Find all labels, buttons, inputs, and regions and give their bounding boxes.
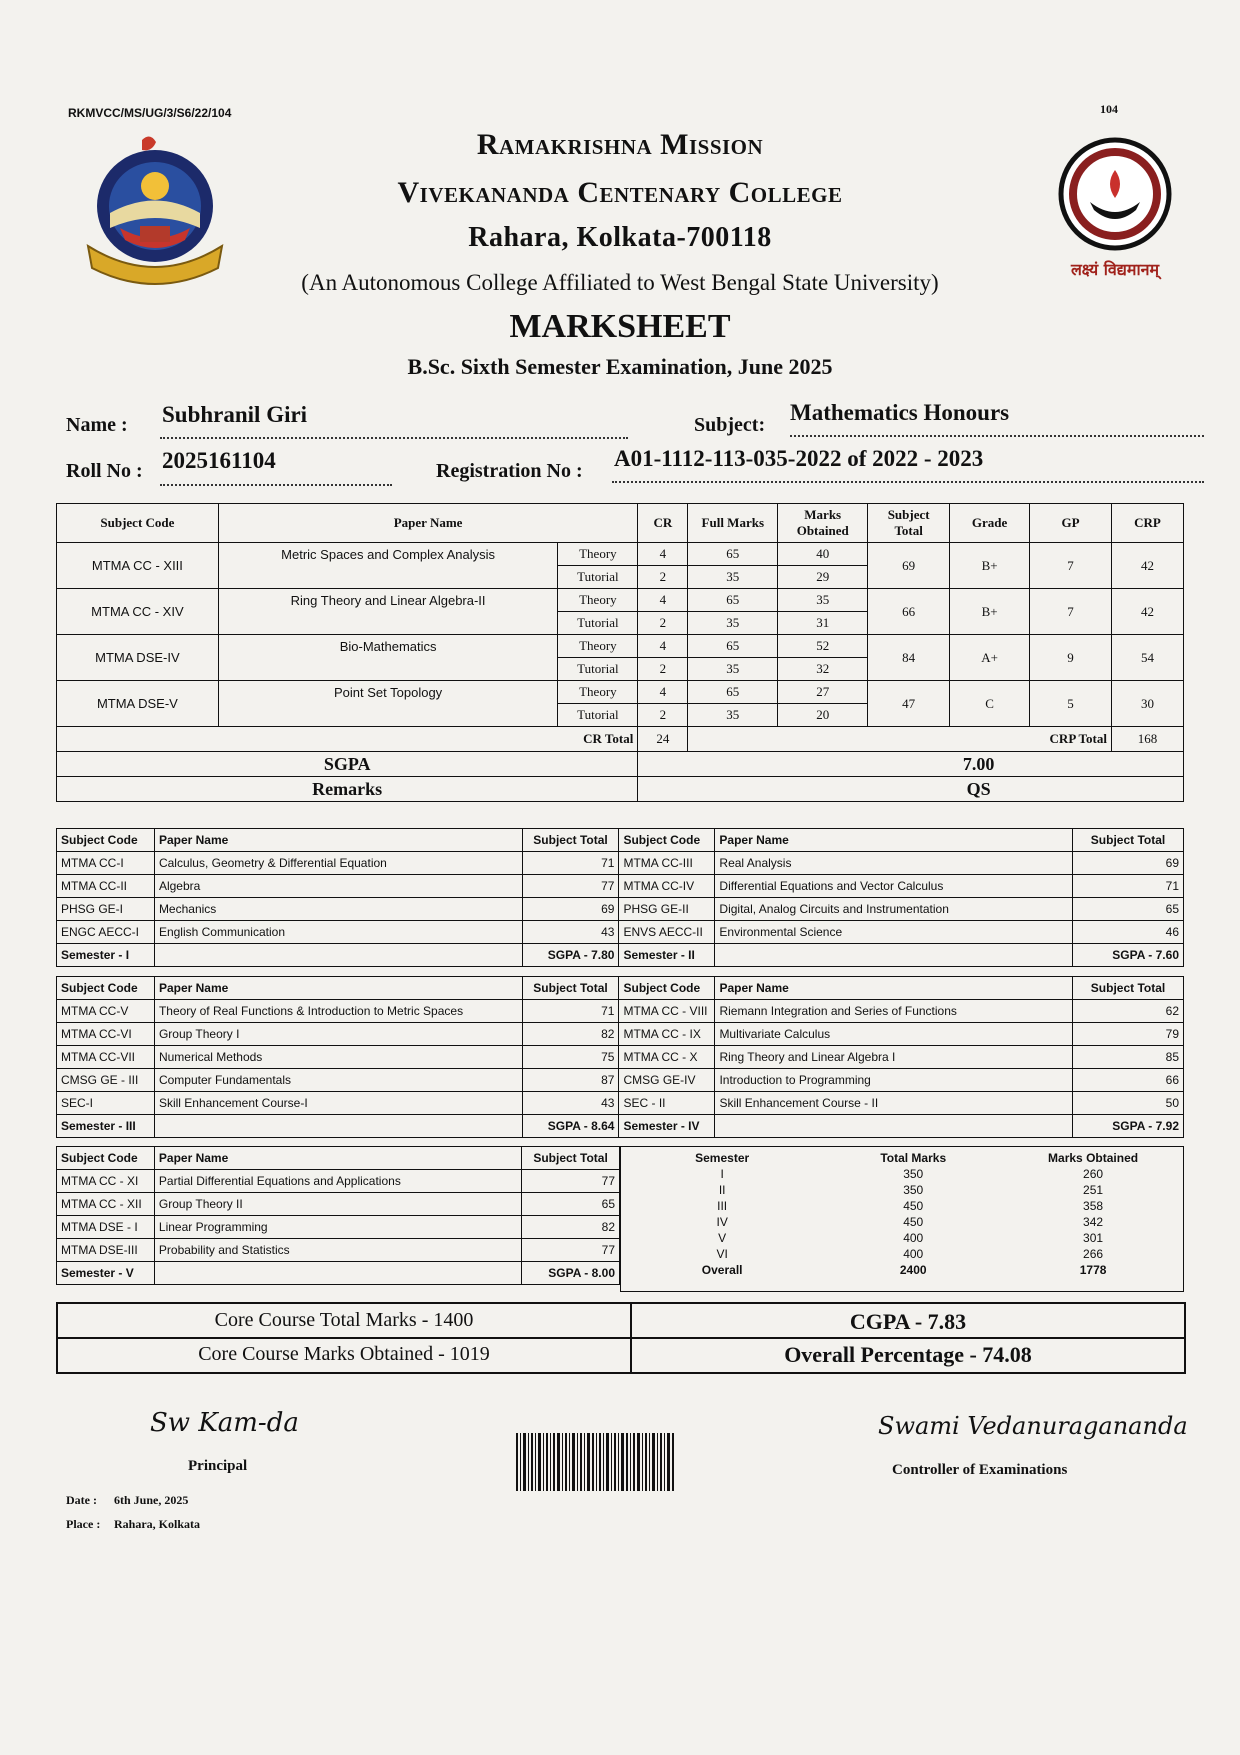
theory-full-marks: 65 <box>688 543 778 566</box>
registration-number: A01-1112-113-035-2022 of 2022 - 2023 <box>614 446 984 471</box>
subject-total: 79 <box>1073 1023 1184 1046</box>
paper-name: Environmental Science <box>715 921 1073 944</box>
roll-number: 2025161104 <box>162 448 276 473</box>
principal-label: Principal <box>188 1458 248 1474</box>
name-dotted-line <box>160 437 628 439</box>
header-semester: Semester <box>695 1151 750 1165</box>
subject-total: 85 <box>1073 1046 1184 1069</box>
college-name-line1: Ramakrishna Mission <box>476 128 764 161</box>
tutorial-cr: 2 <box>638 612 688 635</box>
table-row: IV 450 342 <box>716 1215 1104 1229</box>
college-address: Rahara, Kolkata-700118 <box>468 222 772 253</box>
subject-code: MTMA CC - XI <box>57 1170 155 1193</box>
paper-name: Numerical Methods <box>154 1046 522 1069</box>
header-cr: CR <box>638 504 688 543</box>
table-row <box>57 589 1184 612</box>
subject-total: 43 <box>522 921 619 944</box>
subject-code: SEC - II <box>619 1092 715 1115</box>
paper-name: Computer Fundamentals <box>154 1069 522 1092</box>
current-semester-table <box>56 503 1184 802</box>
paper-name: Multivariate Calculus <box>715 1023 1073 1046</box>
controller-signature: Swami Vedanuragananda <box>878 1412 1188 1440</box>
remarks-label: Remarks <box>57 777 638 802</box>
core-marks-obtained: Core Course Marks Obtained - 1019 <box>198 1343 490 1365</box>
subject-code: MTMA DSE-IV <box>57 635 219 681</box>
header-paper-name: Paper Name <box>154 977 522 1000</box>
table-row <box>57 1170 620 1193</box>
date-label: Date : <box>66 1493 97 1507</box>
theory-label: Theory <box>558 681 638 704</box>
tutorial-marks-obtained: 32 <box>778 658 868 681</box>
header-paper-name: Paper Name <box>154 1147 521 1170</box>
header-subject-total: Subject Total <box>1073 977 1184 1000</box>
registration-dotted-line <box>612 481 1204 483</box>
theory-cr: 4 <box>638 543 688 566</box>
subject-code: SEC-I <box>57 1092 155 1115</box>
college-name-line2: Vivekananda Centenary College <box>397 176 843 209</box>
header-full-marks: Full Marks <box>688 504 778 543</box>
tutorial-marks-obtained: 31 <box>778 612 868 635</box>
tutorial-label: Tutorial <box>558 704 638 727</box>
semester-sgpa-row <box>57 1262 620 1285</box>
semester-label: Semester - I <box>57 944 155 967</box>
subject-total: 66 <box>868 589 950 635</box>
controller-label: Controller of Examinations <box>892 1462 1068 1478</box>
overall-percentage: Overall Percentage - 74.08 <box>784 1342 1032 1367</box>
header-subject-code: Subject Code <box>57 1147 155 1170</box>
subject-code: MTMA CC - X <box>619 1046 715 1069</box>
semester-label: Semester - III <box>57 1115 155 1138</box>
affiliation: (An Autonomous College Affiliated to West Bengal State University) <box>301 270 939 295</box>
subject-total: 50 <box>1073 1092 1184 1115</box>
header-paper-name: Paper Name <box>715 977 1073 1000</box>
grade-point: 9 <box>1030 635 1112 681</box>
semester-sgpa: SGPA - 8.00 <box>522 1262 620 1285</box>
principal-signature: Sw Kam-da <box>150 1408 299 1438</box>
semester-1-2-table <box>56 828 1184 967</box>
overall-totals-box <box>56 1302 1186 1374</box>
grade-point: 7 <box>1030 543 1112 589</box>
remarks-value: QS <box>638 777 1184 802</box>
credit-point: 42 <box>1111 543 1183 589</box>
subject-total: 69 <box>522 898 619 921</box>
semester-3-4-table <box>56 976 1184 1138</box>
table-row <box>57 1239 620 1262</box>
subject-code: MTMA CC - VIII <box>619 1000 715 1023</box>
paper-name: Skill Enhancement Course - II <box>715 1092 1073 1115</box>
paper-name: Theory of Real Functions & Introduction to Metric Spaces <box>154 1000 522 1023</box>
theory-label: Theory <box>558 589 638 612</box>
core-total-marks: Core Course Total Marks - 1400 <box>214 1309 474 1331</box>
semester-sgpa-row <box>57 1115 1184 1138</box>
semester-label: Semester - IV <box>619 1115 715 1138</box>
credit-point: 54 <box>1111 635 1183 681</box>
tutorial-label: Tutorial <box>558 566 638 589</box>
table-header-row <box>57 1147 620 1170</box>
theory-marks-obtained: 35 <box>778 589 868 612</box>
subject-total: 43 <box>522 1092 619 1115</box>
roll-dotted-line <box>160 484 392 486</box>
cgpa: CGPA - 7.83 <box>849 1309 967 1334</box>
subject-code: MTMA CC - XIV <box>57 589 219 635</box>
header-crp: CRP <box>1111 504 1183 543</box>
subject-total: 71 <box>522 852 619 875</box>
subject-code: MTMA DSE-V <box>57 681 219 727</box>
subject-total: 62 <box>1073 1000 1184 1023</box>
paper-name: Metric Spaces and Complex Analysis <box>218 543 558 589</box>
subject-total: 87 <box>522 1069 619 1092</box>
subject-total: 69 <box>868 543 950 589</box>
header-subject-total: Subject Total <box>1073 829 1184 852</box>
header-total-marks: Total Marks <box>880 1151 947 1165</box>
crp-total-label: CRP Total <box>1030 727 1112 752</box>
cr-total-label: CR Total <box>57 727 638 752</box>
subject-code: MTMA CC-III <box>619 852 715 875</box>
subject-total: 77 <box>522 875 619 898</box>
theory-full-marks: 65 <box>688 635 778 658</box>
theory-cr: 4 <box>638 589 688 612</box>
semester-sgpa-row <box>57 944 1184 967</box>
header-paper-name: Paper Name <box>154 829 522 852</box>
header-paper-name: Paper Name <box>218 504 638 543</box>
table-row: I 350 260 <box>720 1167 1104 1181</box>
paper-name: Ring Theory and Linear Algebra I <box>715 1046 1073 1069</box>
subject-total: 71 <box>1073 875 1184 898</box>
tutorial-marks-obtained: 29 <box>778 566 868 589</box>
theory-cr: 4 <box>638 635 688 658</box>
header-gp: GP <box>1030 504 1112 543</box>
table-row <box>57 1069 1184 1092</box>
theory-full-marks: 65 <box>688 589 778 612</box>
table-row: VI 400 266 <box>716 1247 1104 1261</box>
table-row <box>57 852 1184 875</box>
paper-name: Probability and Statistics <box>154 1239 521 1262</box>
header-marks-obtained: Marks Obtained <box>1048 1151 1139 1165</box>
subject-code: CMSG GE-IV <box>619 1069 715 1092</box>
theory-cr: 4 <box>638 681 688 704</box>
subject-code: MTMA CC-VI <box>57 1023 155 1046</box>
sgpa-label: SGPA <box>57 752 638 777</box>
semester-sgpa: SGPA - 7.92 <box>1073 1115 1184 1138</box>
subject-total: 77 <box>522 1239 620 1262</box>
table-row <box>57 543 1184 566</box>
sgpa-value: 7.00 <box>638 752 1184 777</box>
header-subject-code: Subject Code <box>619 977 715 1000</box>
subject-code: CMSG GE - III <box>57 1069 155 1092</box>
paper-name: Partial Differential Equations and Applications <box>154 1170 521 1193</box>
subject-code: MTMA DSE-III <box>57 1239 155 1262</box>
theory-marks-obtained: 40 <box>778 543 868 566</box>
paper-name: Ring Theory and Linear Algebra-II <box>218 589 558 635</box>
grade: C <box>950 681 1030 727</box>
subject-value: Mathematics Honours <box>790 400 1010 425</box>
grade-point: 5 <box>1030 681 1112 727</box>
paper-name: Mechanics <box>154 898 522 921</box>
semester-label: Semester - II <box>619 944 715 967</box>
crp-total: 168 <box>1111 727 1183 752</box>
table-row <box>57 898 1184 921</box>
cr-total: 24 <box>638 727 688 752</box>
tutorial-full-marks: 35 <box>688 612 778 635</box>
theory-full-marks: 65 <box>688 681 778 704</box>
document-title: MARKSHEET <box>509 308 731 345</box>
header-subject-code: Subject Code <box>57 829 155 852</box>
table-row: II 350 251 <box>718 1183 1104 1197</box>
tutorial-full-marks: 35 <box>688 566 778 589</box>
subject-code: ENVS AECC-II <box>619 921 715 944</box>
subject-total: 71 <box>522 1000 619 1023</box>
theory-label: Theory <box>558 635 638 658</box>
subject-code: MTMA CC - IX <box>619 1023 715 1046</box>
place-label: Place : <box>66 1517 101 1531</box>
theory-label: Theory <box>558 543 638 566</box>
subject-total: 65 <box>522 1193 620 1216</box>
paper-name: English Communication <box>154 921 522 944</box>
subject-total: 82 <box>522 1216 620 1239</box>
header-subject-total: Subject Total <box>522 977 619 1000</box>
table-row <box>57 875 1184 898</box>
subject-total: 47 <box>868 681 950 727</box>
subject-code: MTMA DSE - I <box>57 1216 155 1239</box>
subject-total: 66 <box>1073 1069 1184 1092</box>
reference-number: RKMVCC/MS/UG/3/S6/22/104 <box>68 106 232 120</box>
grade: A+ <box>950 635 1030 681</box>
table-row <box>57 1216 620 1239</box>
tutorial-marks-obtained: 20 <box>778 704 868 727</box>
name-label: Name : <box>66 414 128 436</box>
subject-dotted-line <box>790 435 1204 437</box>
registration-label: Registration No : <box>436 460 583 482</box>
paper-name: Point Set Topology <box>218 681 558 727</box>
credit-point: 30 <box>1111 681 1183 727</box>
table-row <box>57 681 1184 704</box>
subject-code: MTMA CC-VII <box>57 1046 155 1069</box>
page-number: 104 <box>1100 102 1118 116</box>
college-motto: लक्ष्यं विद्यमानम् <box>1070 260 1160 279</box>
table-row <box>57 1092 1184 1115</box>
paper-name: Riemann Integration and Series of Functions <box>715 1000 1073 1023</box>
subject-total: 65 <box>1073 898 1184 921</box>
totals-row <box>57 727 1184 752</box>
subject-code: MTMA CC-I <box>57 852 155 875</box>
paper-name: Digital, Analog Circuits and Instrumentation <box>715 898 1073 921</box>
subject-code: PHSG GE-I <box>57 898 155 921</box>
student-name: Subhranil Giri <box>162 402 308 427</box>
subject-total: 69 <box>1073 852 1184 875</box>
subject-total: 77 <box>522 1170 620 1193</box>
subject-code: MTMA CC-II <box>57 875 155 898</box>
theory-marks-obtained: 52 <box>778 635 868 658</box>
table-row <box>57 1193 620 1216</box>
table-header-row <box>621 1150 1183 1166</box>
subject-total: 46 <box>1073 921 1184 944</box>
paper-name: Calculus, Geometry & Differential Equation <box>154 852 522 875</box>
header-grade: Grade <box>950 504 1030 543</box>
semester-sgpa: SGPA - 7.80 <box>522 944 619 967</box>
table-row <box>57 1023 1184 1046</box>
header-marks-obtained: Marks Obtained <box>778 504 868 543</box>
tutorial-cr: 2 <box>638 566 688 589</box>
sgpa-row <box>57 752 1184 777</box>
paper-name: Real Analysis <box>715 852 1073 875</box>
tutorial-cr: 2 <box>638 658 688 681</box>
table-row: Overall 2400 1778 <box>701 1263 1107 1277</box>
semester-summary-table <box>621 1150 1183 1278</box>
table-header-row <box>57 504 1184 543</box>
subject-code: MTMA CC-IV <box>619 875 715 898</box>
table-row <box>57 1046 1184 1069</box>
date-value: 6th June, 2025 <box>114 1493 189 1507</box>
table-row: III 450 358 <box>717 1199 1104 1213</box>
subject-code: MTMA CC - XIII <box>57 543 219 589</box>
table-row <box>57 1000 1184 1023</box>
semester-5-table <box>56 1146 620 1285</box>
place-value: Rahara, Kolkata <box>114 1517 201 1531</box>
paper-name: Linear Programming <box>154 1216 521 1239</box>
tutorial-cr: 2 <box>638 704 688 727</box>
semester-sgpa: SGPA - 8.64 <box>522 1115 619 1138</box>
table-row <box>57 635 1184 658</box>
table-header-row <box>57 829 1184 852</box>
paper-name: Group Theory II <box>154 1193 521 1216</box>
paper-name: Introduction to Programming <box>715 1069 1073 1092</box>
credit-point: 42 <box>1111 589 1183 635</box>
paper-name: Group Theory I <box>154 1023 522 1046</box>
roll-label: Roll No : <box>66 460 143 482</box>
header-subject-total: Subject Total <box>522 1147 620 1170</box>
header-paper-name: Paper Name <box>715 829 1073 852</box>
theory-marks-obtained: 27 <box>778 681 868 704</box>
subject-total: 84 <box>868 635 950 681</box>
subject-code: MTMA CC - XII <box>57 1193 155 1216</box>
table-header-row <box>57 977 1184 1000</box>
remarks-row <box>57 777 1184 802</box>
paper-name: Skill Enhancement Course-I <box>154 1092 522 1115</box>
semester-summary-box <box>620 1146 1184 1292</box>
tutorial-label: Tutorial <box>558 658 638 681</box>
tutorial-label: Tutorial <box>558 612 638 635</box>
semester-label: Semester - V <box>57 1262 155 1285</box>
paper-name: Bio-Mathematics <box>218 635 558 681</box>
exam-title: B.Sc. Sixth Semester Examination, June 2025 <box>407 354 833 379</box>
tutorial-full-marks: 35 <box>688 704 778 727</box>
tutorial-full-marks: 35 <box>688 658 778 681</box>
barcode-icon <box>516 1433 676 1491</box>
header-subject-total: Subject Total <box>522 829 619 852</box>
table-row: V 400 301 <box>718 1231 1104 1245</box>
header-subject-code: Subject Code <box>619 829 715 852</box>
semester-sgpa: SGPA - 7.60 <box>1073 944 1184 967</box>
header-subject-code: Subject Code <box>57 504 219 543</box>
paper-name: Differential Equations and Vector Calculus <box>715 875 1073 898</box>
subject-code: PHSG GE-II <box>619 898 715 921</box>
subject-total: 75 <box>522 1046 619 1069</box>
paper-name: Algebra <box>154 875 522 898</box>
subject-label: Subject: <box>694 414 766 436</box>
header-subject-code: Subject Code <box>57 977 155 1000</box>
grade: B+ <box>950 543 1030 589</box>
subject-total: 82 <box>522 1023 619 1046</box>
header-subject-total: Subject Total <box>868 504 950 543</box>
subject-code: ENGC AECC-I <box>57 921 155 944</box>
subject-code: MTMA CC-V <box>57 1000 155 1023</box>
grade-point: 7 <box>1030 589 1112 635</box>
table-row <box>57 921 1184 944</box>
grade: B+ <box>950 589 1030 635</box>
